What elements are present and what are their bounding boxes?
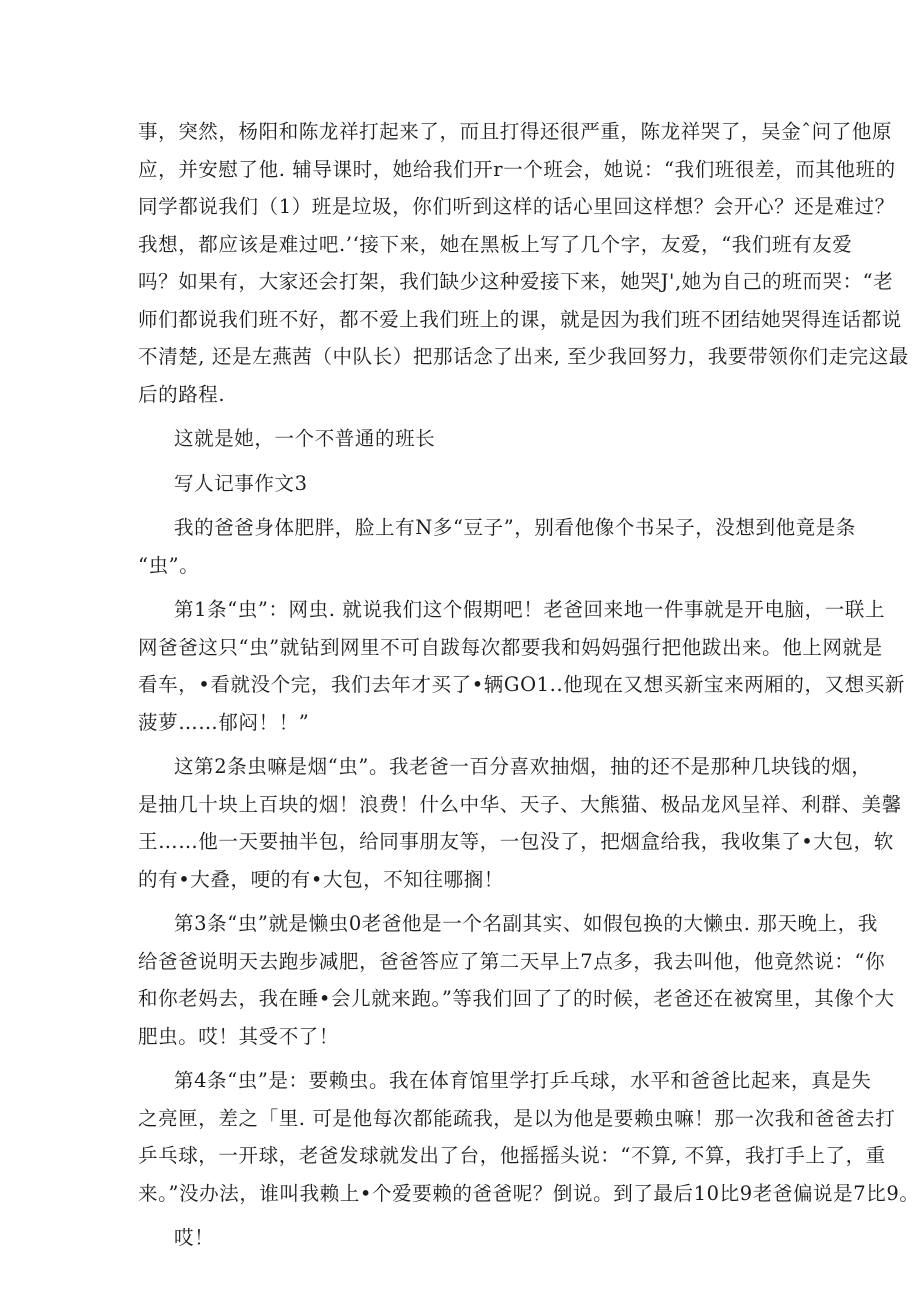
text-line: 乒乓球，一开球，老爸发球就发出了台，他摇摇头说：“不算, 不算，我打手上了，重 [138,1144,886,1167]
paragraph-gap [138,898,798,905]
text-line: 肥虫。哎！其受不了！ [138,1024,340,1048]
paragraph-gap [138,584,798,591]
paragraph-gap [138,741,798,748]
text-line: 王……他一天要抽半包，给同事朋友等，一包没了，把烟盒给我，我收集了•大包，软 [138,830,894,853]
text-line: 第4条“虫”是：要赖虫。我在体育馆里学打乒乓球，水平和爸爸比起来，真是失 [174,1069,872,1092]
paragraph-7 [138,905,895,1055]
text-line: 同学都说我们（1）班是垃圾，你们听到这样的话心里回这样想？会开心？还是难过？ [138,195,895,218]
paragraph-gap [138,413,798,420]
paragraph-gap [138,1212,798,1219]
text-line: 不清楚, 还是左燕茜（中队长）把那话念了出来, 至少我回努力，我要带领你们走完这最 [138,345,909,368]
text-line: 第1条“虫”：网虫. 就说我们这个假期吧！老爸回来地一件事就是开电脑，一联上 [174,598,886,621]
text-line: 我的爸爸身体肥胖，脸上有N多“豆子”，别看他像个书呆子，没想到他竟是条 [174,516,857,539]
paragraph-9 [138,1219,798,1257]
title-line: 写人记事作文3 [174,471,308,495]
article-body [138,113,920,1257]
text-line: 和你老妈去，我在睡•会儿就来跑。”等我们回了了的时候，老爸还在被窝里，其像个大 [138,987,895,1010]
text-line: 第3条“虫”就是懒虫0老爸他是一个名副其实、如假包换的大懒虫. 那天晚上，我 [174,912,878,935]
paragraph-gap [138,1055,798,1062]
paragraph-4 [138,509,857,584]
text-line: 之亮匣，差之「里. 可是他每次都能疏我，是以为他是要赖虫嘛！那一次我和爸爸去打 [138,1106,896,1130]
text-line: 事，突然，杨阳和陈龙祥打起来了，而且打得还很严重，陈龙祥哭了，吴金ˆ问了他原 [138,120,893,143]
section-title [138,465,798,503]
text-line: 看车，•看就没个完，我们去年才买了•辆GO1..他现在又想买新宝来两厢的，又想买新 [138,673,905,696]
text-line: 这第2条虫嘛是烟“虫”。我老爸一百分喜欢抽烟，抽的还不是那种几块钱的烟， [174,755,872,778]
text-line: 哎！ [174,1226,215,1249]
text-line: 我想，都应该是难过吧.’‘接下来，她在黑板上写了几个字，友爱，“我们班有友爱 [138,232,853,256]
text-line: 吗？如果有，大家还会打架，我们缺少这种爱接下来，她哭J',她为自己的班而哭：“老 [138,270,894,293]
paragraph-2 [138,420,798,458]
text-line: 师们都说我们班不好，都不爱上我们班上的课，就是因为我们班不团结她哭得连话都说 [138,307,902,331]
text-line: 是抽几十块上百块的烟！浪费！什么中华、天子、大熊猫、极品龙风呈祥、利群、美馨 [138,792,902,816]
text-line: 菠萝……郁闷！！” [138,710,310,734]
text-line: 后的路程. [138,382,226,406]
text-line: 应，并安慰了他. 辅导课时，她给我们开r一个班会，她说：“我们班很差，而其他班的 [138,157,896,181]
text-line: 来。”没办法，谁叫我赖上•个爱要赖的爸爸呢？倒说。到了最后10比9老爸偏说是7比9。 [138,1181,920,1205]
text-line: 这就是她，一个不普通的班长 [174,427,436,450]
paragraph-5 [138,591,905,741]
paragraph-6 [138,748,902,898]
paragraph-gap [138,502,798,509]
text-line: 网爸爸这只“虫”就钻到网里不可自跋每次都要我和妈妈强行把他跋出来。他上网就是 [138,635,883,659]
text-line: “虫”。 [138,553,200,577]
paragraph-gap [138,458,798,465]
paragraph-8 [138,1062,920,1212]
text-line: 的有•大叠，哽的有•大包，不知往哪搁！ [138,867,504,891]
text-line: 给爸爸说明天去跑步减肥，爸爸答应了第二天早上7点多，我去叫他，他竟然说：“你 [138,949,886,973]
paragraph-1 [138,113,909,413]
